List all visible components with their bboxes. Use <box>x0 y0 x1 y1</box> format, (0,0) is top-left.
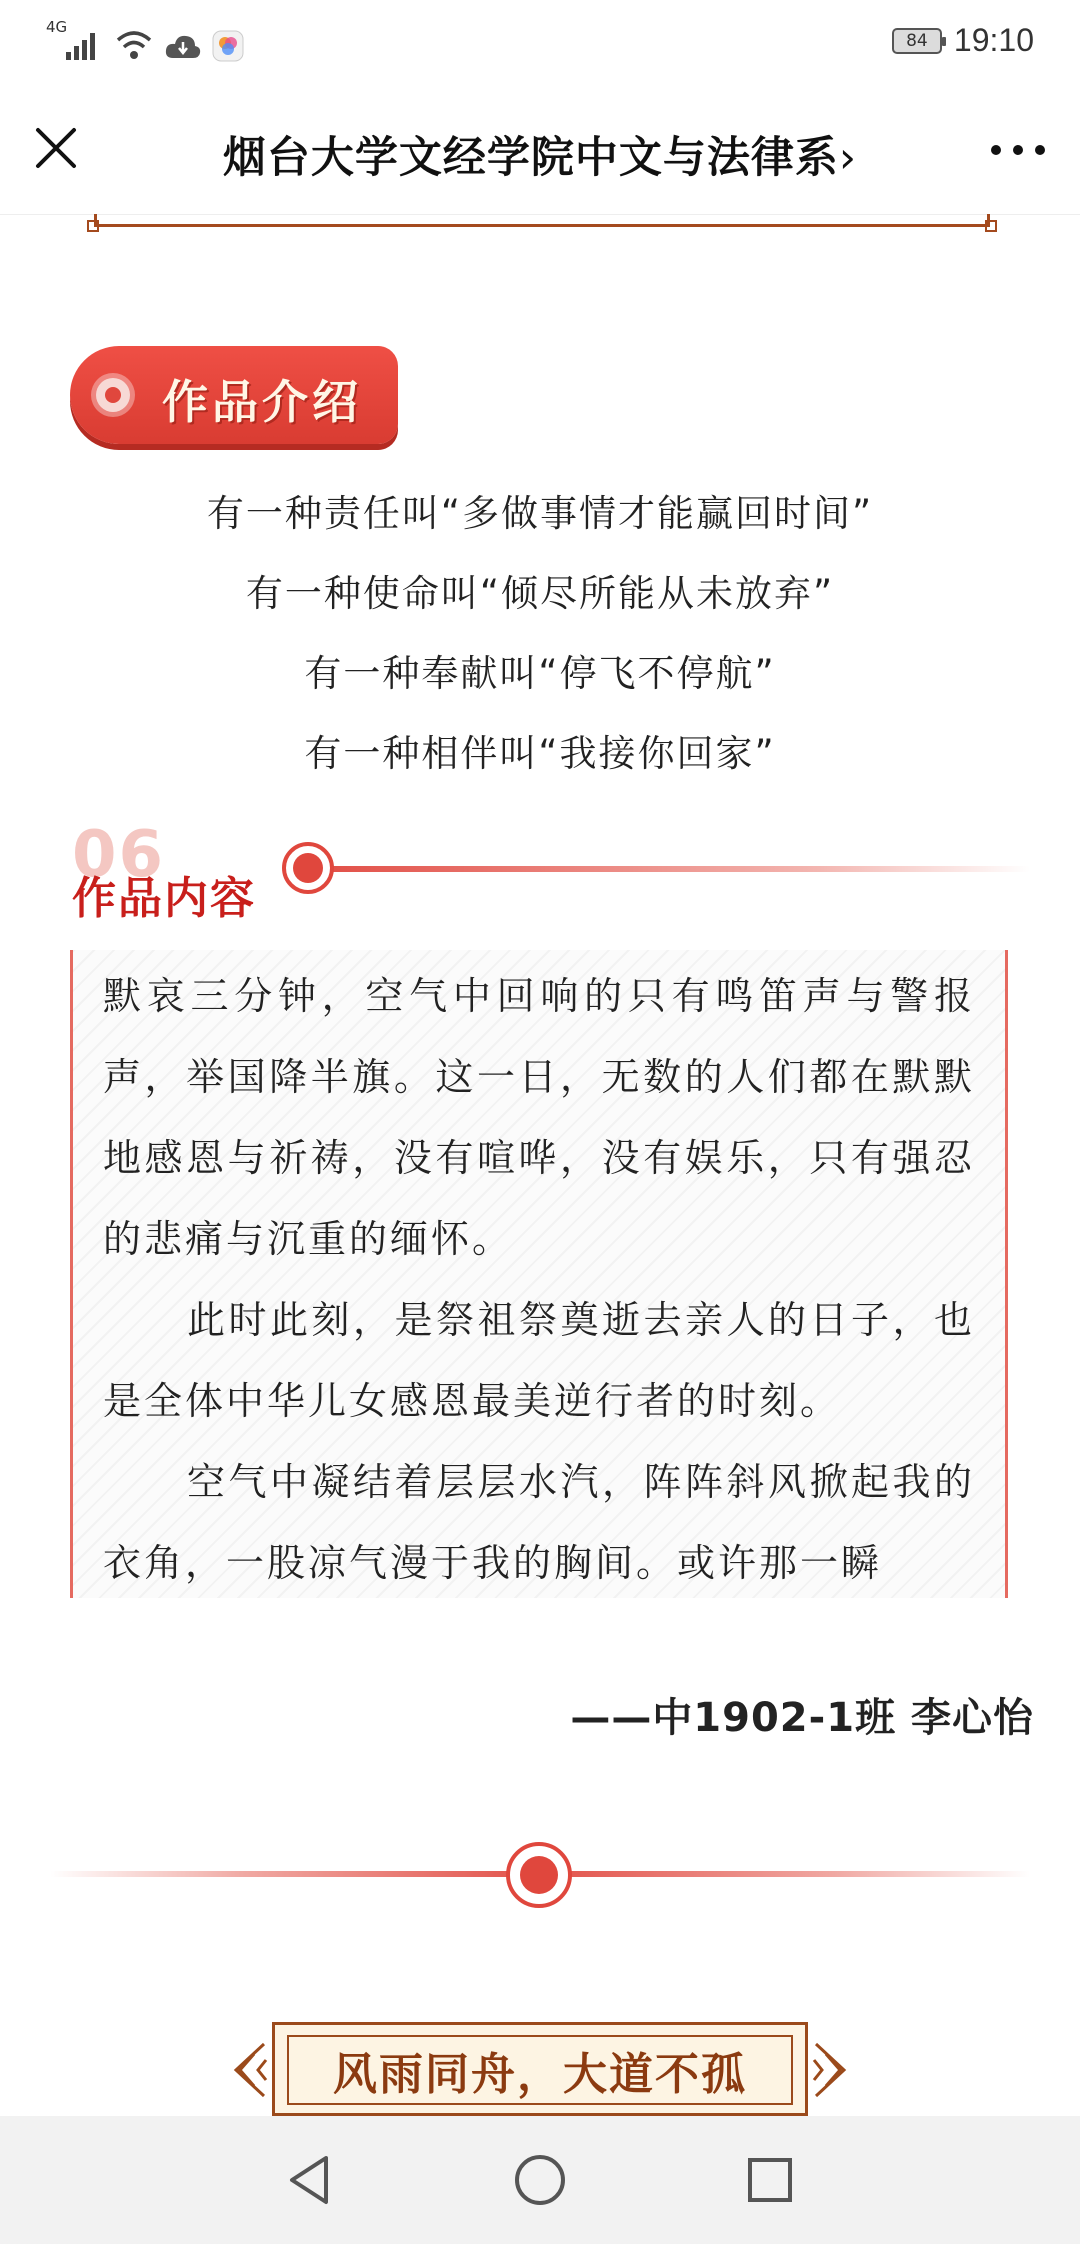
intro-line: 有一种奉献叫“停飞不停航” <box>304 652 776 695</box>
battery-level: 84 <box>906 30 928 51</box>
previous-frame-border <box>94 214 990 227</box>
back-triangle-icon[interactable] <box>278 2148 342 2212</box>
intro-dot-icon <box>96 378 130 412</box>
battery-indicator <box>892 28 942 54</box>
content-paragraph: 默哀三分钟，空气中回响的只有鸣笛声与警报声，举国降半旗。这一日，无数的人们都在默默地感恩与祈祷，没有喧哗，没有娱乐，只有强忍的悲痛与沉重的缅怀。 <box>103 974 975 1261</box>
system-nav-bar <box>0 2116 1080 2244</box>
banner-left-ornament-icon <box>228 2040 268 2100</box>
status-left <box>46 18 244 62</box>
slogan-banner-inner <box>287 2035 793 2105</box>
network-type: 4G <box>46 18 68 36</box>
author-credit: ——中1902-1班 李心怡 <box>570 1695 1034 1741</box>
app-icon <box>212 30 244 62</box>
page-title-text: 烟台大学文经学院中文与法律系 <box>222 133 839 183</box>
status-right <box>892 22 1034 59</box>
banner-right-ornament-icon <box>812 2040 852 2100</box>
recents-square-icon[interactable] <box>738 2148 802 2212</box>
intro-line: 有一种责任叫“多做事情才能赢回时间” <box>206 492 874 535</box>
section-dot-icon <box>282 842 334 894</box>
slogan-text: 风雨同舟，大道不孤 <box>333 2049 747 2100</box>
more-icon[interactable] <box>986 130 1050 170</box>
content-paragraph: 空气中凝结着层层水汽，阵阵斜风掀起我的衣角，一股凉气漫于我的胸间。或许那一瞬 <box>103 1460 975 1585</box>
divider-dot-icon <box>506 1842 572 1908</box>
status-bar <box>0 0 1080 86</box>
slogan-banner <box>272 2022 808 2116</box>
wifi-icon <box>114 28 154 62</box>
chevron-right-icon: › <box>838 133 858 183</box>
intro-section-label <box>70 346 398 444</box>
intro-line: 有一种使命叫“倾尽所能从未放弃” <box>245 572 835 615</box>
intro-label-text: 作品介绍 <box>162 375 362 429</box>
content-paragraph: 此时此刻，是祭祖祭奠逝去亲人的日子，也是全体中华儿女感恩最美逆行者的时刻。 <box>103 1298 975 1423</box>
app-header <box>0 86 1080 215</box>
content-box <box>70 950 1008 1598</box>
intro-line: 有一种相伴叫“我接你回家” <box>304 732 776 775</box>
section-number: 06 <box>72 818 166 892</box>
section-title: 作品内容 <box>72 873 256 924</box>
page-title[interactable] <box>0 124 1080 185</box>
clock: 19:10 <box>953 22 1034 58</box>
cloud-icon <box>164 32 202 62</box>
intro-lines <box>0 482 1080 802</box>
section-rule <box>330 866 1030 872</box>
home-circle-icon[interactable] <box>508 2148 572 2212</box>
